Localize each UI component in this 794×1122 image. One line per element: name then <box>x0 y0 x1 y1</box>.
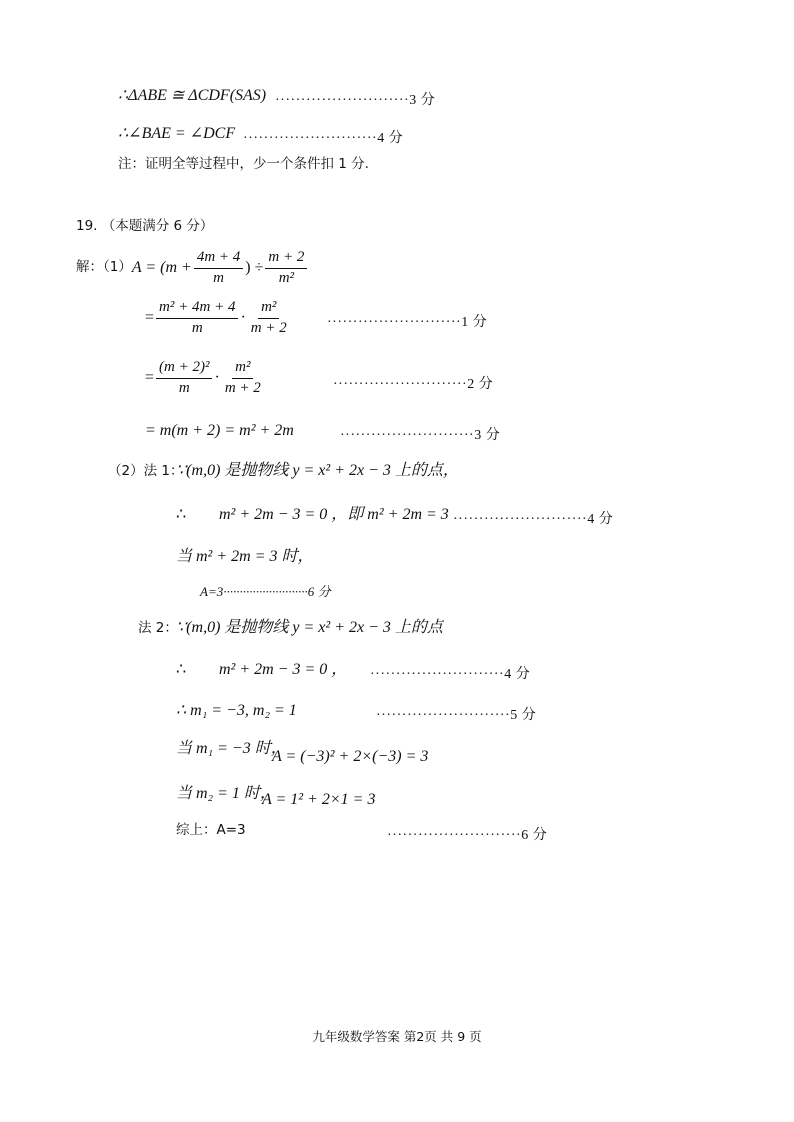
score-4-method-1: ··························4 分 <box>453 512 614 527</box>
method-2-premise: ∵(m,0) 是抛物线 y = x² + 2x − 3 上的点 <box>176 619 443 636</box>
fraction-numerator: (m + 2)² <box>156 360 212 379</box>
method-2-case-1-value: A = (−3)² + 2×(−3) = 3 <box>272 748 429 765</box>
method-2-label: 法 2： <box>138 620 178 636</box>
step-3: = m(m + 2) = m² + 2m <box>145 422 294 439</box>
method-2-case-1-condition: 当 m₁ = −3 时， <box>176 740 287 757</box>
page-footer: 九年级数学答案 第2页 共 9 页 <box>312 1029 482 1044</box>
fraction-denominator: m + 2 <box>250 319 287 336</box>
therefore-symbol: ∴ <box>176 506 187 523</box>
fraction-denominator: m + 2 <box>224 379 261 396</box>
score-3: ··························3 分 <box>340 428 501 443</box>
part1-fraction-2 <box>265 250 307 287</box>
part1-fraction-1 <box>194 250 243 287</box>
method-1-condition: 当 m² + 2m = 3 时， <box>176 548 314 565</box>
equals-sign: = <box>145 369 155 386</box>
fraction-numerator: m² <box>232 360 253 379</box>
question-19-heading: 19. （本题满分 6 分） <box>76 218 214 234</box>
step-2 <box>145 356 266 400</box>
congruence-conclusion: ∴ΔABE ≅ ΔCDF(SAS) <box>118 87 267 104</box>
multiply-dot: · <box>214 369 220 386</box>
fraction-denominator: m <box>178 379 190 396</box>
step-1 <box>145 296 292 340</box>
angle-equality: ∴∠BAE = ∠DCF <box>118 125 236 142</box>
therefore-symbol: ∴ <box>176 661 187 678</box>
method-2-case-2-condition: 当 m₂ = 1 时， <box>176 785 276 802</box>
fraction-numerator: m² <box>258 300 279 319</box>
score-5: ··························5 分 <box>376 708 537 723</box>
score-2: ··························2 分 <box>333 377 494 392</box>
step2-fraction-a <box>156 360 212 397</box>
score-3-top: ··························3 分 <box>275 93 436 108</box>
multiply-dot: · <box>240 309 246 326</box>
part1-lhs: A = (m + <box>131 259 192 276</box>
fraction-numerator: m + 2 <box>265 250 307 269</box>
fraction-denominator: m <box>191 319 203 336</box>
method-1-equation: m² + 2m − 3 = 0 ，即 m² + 2m = 3 <box>219 506 449 523</box>
step1-fraction-b <box>248 300 290 337</box>
score-4-top: ··························4 分 <box>243 131 404 146</box>
method-2-case-2-value: A = 1² + 2×1 = 3 <box>262 791 376 808</box>
fraction-numerator: 4m + 4 <box>194 250 243 269</box>
score-1: ··························1 分 <box>327 315 488 330</box>
fraction-denominator: m <box>213 269 224 286</box>
part1-divide: ) ÷ <box>245 259 264 276</box>
fraction-numerator: m² + 4m + 4 <box>156 300 238 319</box>
part1-label: 解：（1） <box>76 259 132 276</box>
method-1-premise: ∵(m,0) 是抛物线 y = x² + 2x − 3 上的点， <box>176 462 459 479</box>
step1-fraction-a <box>156 300 238 337</box>
step2-fraction-b <box>222 360 264 397</box>
grading-note: 注：证明全等过程中，少一个条件扣 1 分. <box>118 156 369 172</box>
equals-sign: = <box>145 309 155 326</box>
method-1-label: （2）法 1： <box>108 463 184 479</box>
score-6: ··························6 分 <box>387 828 548 843</box>
part1-expression <box>76 246 309 290</box>
score-4-method-2: ··························4 分 <box>370 667 531 682</box>
fraction-denominator: m² <box>278 269 295 286</box>
method-2-roots: ∴ m₁ = −3, m₂ = 1 <box>176 702 297 719</box>
method-2-equation: m² + 2m − 3 = 0 ， <box>219 661 348 678</box>
method-1-result: A=3··························6 分 <box>200 584 331 599</box>
method-2-summary: 综上：A=3 <box>176 822 246 838</box>
